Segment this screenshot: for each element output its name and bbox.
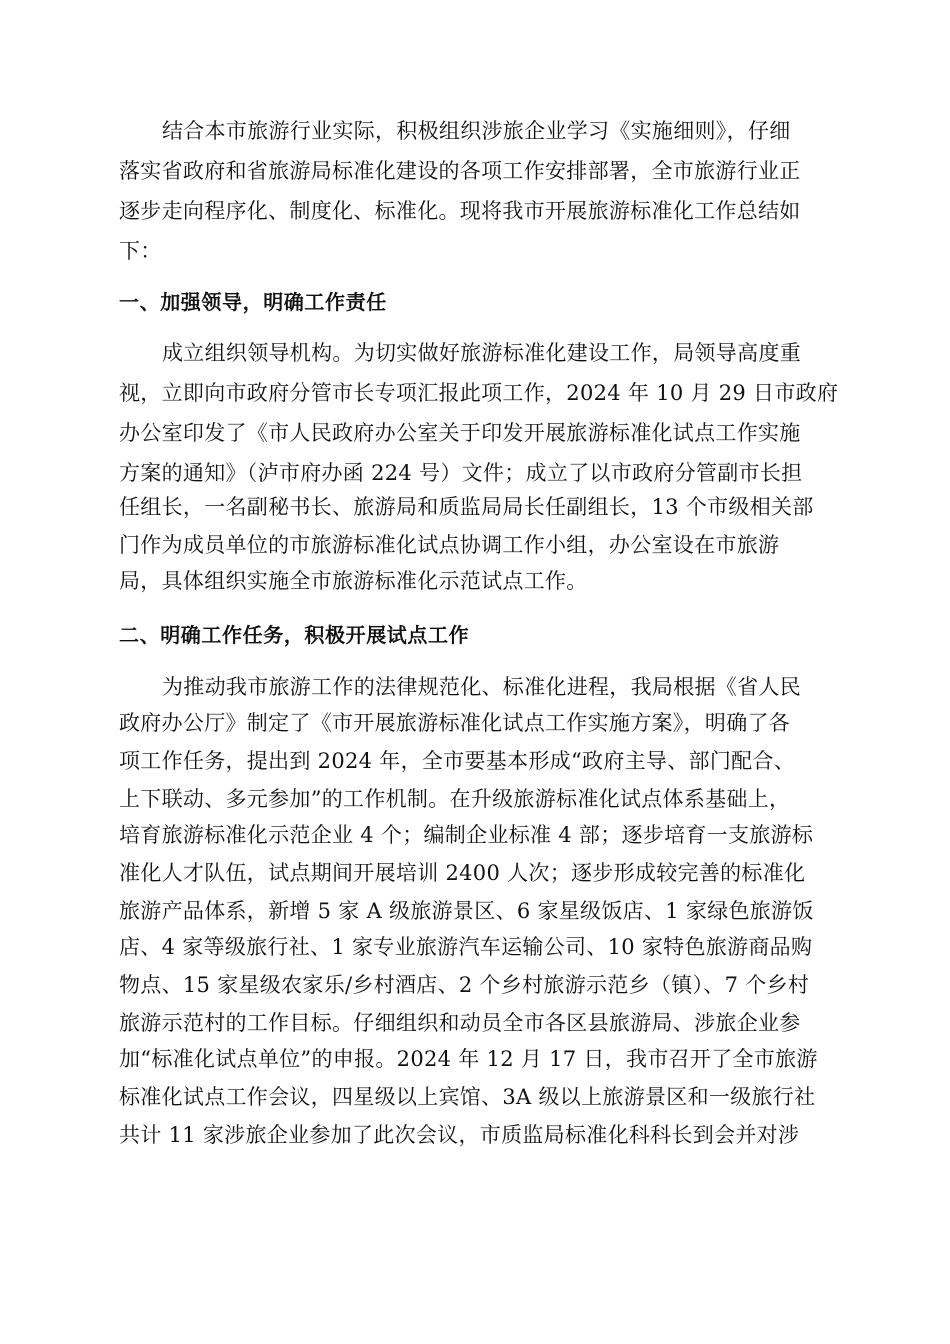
section-2-line-13: 共计 11 家涉旅企业参加了此次会议，市质监局标准化科科长到会并对涉 (119, 1123, 800, 1147)
intro-line-3: 逐步走向程序化、制度化、标准化。现将我市开展旅游标准化工作总结如 (119, 199, 801, 223)
section-2-line-5: 培育旅游标准化示范企业 4 个；编制企业标准 4 部；逐步培育一支旅游标 (119, 823, 814, 847)
section-1-line-1: 成立组织领导机构。为切实做好旅游标准化建设工作，局领导高度重 (162, 341, 801, 365)
intro-line-1: 结合本市旅游行业实际，积极组织涉旅企业学习《实施细则》，仔细 (162, 119, 791, 143)
section-1-line-7: 局，具体组织实施全市旅游标准化示范试点工作。 (119, 569, 588, 593)
section-2-heading: 二、明确工作任务，积极开展试点工作 (119, 623, 470, 647)
section-2-line-7: 旅游产品体系，新增 5 家 A 级旅游景区、6 家星级饭店、1 家绿色旅游饭 (119, 899, 814, 923)
section-1-line-6: 门作为成员单位的市旅游标准化试点协调工作小组，办公室设在市旅游 (119, 533, 780, 557)
section-2-line-1: 为推动我市旅游工作的法律规范化、标准化进程，我局根据《省人民 (162, 675, 801, 699)
section-1-heading: 一、加强领导，明确工作责任 (119, 290, 387, 314)
section-2-line-6: 准化人才队伍，试点期间开展培训 2400 人次；逐步形成较完善的标准化 (119, 861, 806, 885)
intro-line-4: 下： (119, 239, 162, 263)
section-2-line-4: 上下联动、多元参加”的工作机制。在升级旅游标准化试点体系基础上， (119, 787, 791, 811)
section-1-line-4: 方案的通知》（泸市府办函 224 号）文件；成立了以市政府分管副市长担 (119, 461, 803, 485)
section-2-line-8: 店、4 家等级旅行社、1 家专业旅游汽车运输公司、10 家特色旅游商品购 (119, 935, 813, 959)
section-2-line-2: 政府办公厅》制定了《市开展旅游标准化试点工作实施方案》，明确了各 (119, 711, 791, 735)
section-2-line-9: 物点、15 家星级农家乐/乡村酒店、2 个乡村旅游示范乡（镇）、7 个乡村 (119, 973, 810, 997)
intro-line-2: 落实省政府和省旅游局标准化建设的各项工作安排部署，全市旅游行业正 (119, 159, 801, 183)
section-2-line-12: 标准化试点工作会议，四星级以上宾馆、3A 级以上旅游景区和一级旅行社 (119, 1085, 816, 1109)
section-2-line-10: 旅游示范村的工作目标。仔细组织和动员全市各区县旅游局、涉旅企业参 (119, 1011, 801, 1035)
section-1-line-3: 办公室印发了《市人民政府办公室关于印发开展旅游标准化试点工作实施 (119, 421, 801, 445)
section-2-line-3: 项工作任务，提出到 2024 年，全市要基本形成“政府主导、部门配合、 (119, 749, 796, 773)
section-1-line-2: 视，立即向市政府分管市长专项汇报此项工作，2024 年 10 月 29 日市政府 (119, 381, 839, 405)
section-2-line-11: 加“标准化试点单位”的申报。2024 年 12 月 17 日，我市召开了全市旅游 (119, 1047, 818, 1071)
section-1-line-5: 任组长，一名副秘书长、旅游局和质监局局长任副组长，13 个市级相关部 (119, 495, 814, 519)
